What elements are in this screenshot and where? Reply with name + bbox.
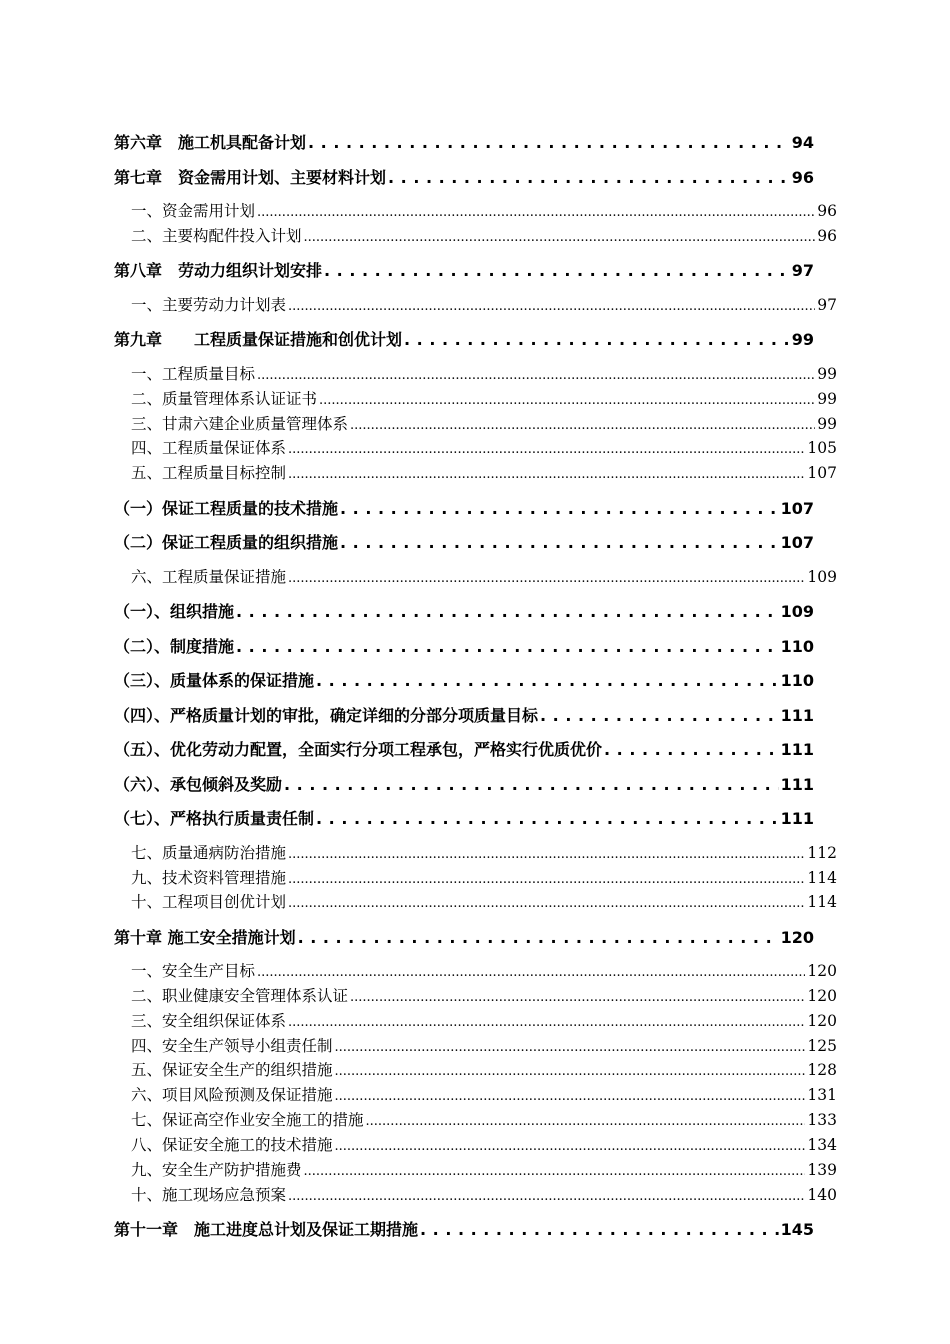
toc-dot-leader [319, 390, 815, 408]
toc-entry-title: （二）、制度措施 [114, 637, 235, 656]
toc-entry-title: 十、施工现场应急预案 [131, 1186, 287, 1204]
toc-entry-section[interactable] [131, 890, 837, 912]
toc-entry-page-number: 139 [807, 1161, 837, 1179]
toc-entry-title: 六、项目风险预测及保证措施 [131, 1086, 333, 1104]
toc-dot-leader [308, 133, 790, 152]
toc-dot-leader [604, 740, 779, 759]
toc-entry-section[interactable] [131, 1183, 837, 1205]
toc-entry-title: （五）、优化劳动力配置，全面实行分项工程承包，严格实行优质优价 [114, 740, 603, 759]
toc-entry-section[interactable] [131, 224, 837, 246]
toc-dot-leader [420, 1220, 779, 1239]
toc-entry-title: （三）、质量体系的保证措施 [114, 671, 315, 690]
toc-entry-chapter[interactable] [114, 925, 814, 948]
toc-entry-section[interactable] [131, 1009, 837, 1031]
toc-dot-leader [335, 1037, 806, 1055]
toc-entry-page-number: 114 [807, 869, 837, 887]
toc-entry-chapter[interactable] [114, 634, 814, 657]
toc-entry-title: 一、资金需用计划 [131, 202, 256, 220]
toc-dot-leader [288, 1012, 805, 1030]
toc-entry-title: （一）、组织措施 [114, 602, 235, 621]
toc-entry-page-number: 99 [791, 330, 814, 349]
toc-entry-chapter[interactable] [114, 530, 814, 553]
toc-entry-page-number: 128 [807, 1061, 837, 1079]
toc-entry-title: 五、保证安全生产的组织措施 [131, 1061, 333, 1079]
toc-entry-page-number: 145 [780, 1220, 814, 1239]
toc-entry-title: （六）、承包倾斜及奖励 [114, 775, 283, 794]
toc-entry-page-number: 97 [817, 296, 837, 314]
toc-dot-leader [298, 928, 779, 947]
toc-entry-page-number: 99 [817, 390, 837, 408]
toc-dot-leader [335, 1061, 806, 1079]
toc-entry-section[interactable] [131, 436, 837, 458]
toc-entry-chapter[interactable] [114, 496, 814, 519]
toc-entry-section[interactable] [131, 841, 837, 863]
toc-entry-title: 三、甘肃六建企业质量管理体系 [131, 415, 349, 433]
toc-entry-chapter[interactable] [114, 1217, 814, 1240]
toc-entry-title: 七、保证高空作业安全施工的措施 [131, 1111, 364, 1129]
toc-entry-title: 十、工程项目创优计划 [131, 893, 287, 911]
toc-entry-page-number: 112 [807, 844, 837, 862]
toc-entry-section[interactable] [131, 565, 837, 587]
toc-dot-leader [257, 365, 815, 383]
toc-entry-page-number: 131 [807, 1086, 837, 1104]
toc-entry-chapter[interactable] [114, 165, 814, 188]
toc-dot-leader [340, 499, 779, 518]
toc-dot-leader [335, 1086, 806, 1104]
toc-entry-title: 第十一章 施工进度总计划及保证工期措施 [114, 1220, 419, 1239]
toc-entry-title: 第八章 劳动力组织计划安排 [114, 261, 323, 280]
toc-dot-leader [236, 637, 779, 656]
toc-entry-title: 三、安全组织保证体系 [131, 1012, 287, 1030]
toc-entry-section[interactable] [131, 461, 837, 483]
toc-entry-page-number: 120 [780, 928, 814, 947]
toc-dot-leader [316, 671, 779, 690]
toc-entry-page-number: 120 [807, 962, 837, 980]
toc-entry-section[interactable] [131, 1133, 837, 1155]
toc-entry-page-number: 107 [807, 464, 837, 482]
toc-entry-title: 四、安全生产领导小组责任制 [131, 1037, 333, 1055]
toc-entry-title: 一、主要劳动力计划表 [131, 296, 287, 314]
toc-entry-section[interactable] [131, 1058, 837, 1080]
toc-entry-section[interactable] [131, 412, 837, 434]
toc-entry-title: 六、工程质量保证措施 [131, 568, 287, 586]
toc-entry-title: 四、工程质量保证体系 [131, 439, 287, 457]
toc-entry-page-number: 120 [807, 987, 837, 1005]
toc-entry-page-number: 107 [780, 499, 814, 518]
toc-dot-leader [288, 869, 805, 887]
toc-entry-title: 二、质量管理体系认证证书 [131, 390, 318, 408]
toc-entry-page-number: 111 [780, 706, 814, 725]
toc-dot-leader [316, 809, 779, 828]
toc-dot-leader [324, 261, 790, 280]
toc-entry-section[interactable] [131, 1034, 837, 1056]
toc-entry-chapter[interactable] [114, 737, 814, 760]
toc-dot-leader [288, 844, 805, 862]
toc-dot-leader [288, 1186, 805, 1204]
toc-dot-leader [540, 706, 779, 725]
toc-entry-title: （七）、严格执行质量责任制 [114, 809, 315, 828]
toc-entry-page-number: 105 [807, 439, 837, 457]
toc-entry-chapter[interactable] [114, 599, 814, 622]
toc-entry-title: 一、工程质量目标 [131, 365, 256, 383]
toc-entry-page-number: 96 [817, 227, 837, 245]
toc-entry-title: （二）保证工程质量的组织措施 [114, 533, 339, 552]
toc-dot-leader [304, 227, 816, 245]
toc-dot-leader [350, 415, 815, 433]
toc-dot-leader [257, 962, 805, 980]
toc-entry-page-number: 114 [807, 893, 837, 911]
toc-entry-title: 二、主要构配件投入计划 [131, 227, 302, 245]
toc-entry-page-number: 110 [780, 671, 814, 690]
toc-entry-page-number: 120 [807, 1012, 837, 1030]
toc-entry-chapter[interactable] [114, 806, 814, 829]
toc-dot-leader [288, 568, 805, 586]
toc-dot-leader [288, 893, 805, 911]
toc-entry-title: 一、安全生产目标 [131, 962, 256, 980]
toc-entry-title: （四）、严格质量计划的审批，确定详细的分部分项质量目标 [114, 706, 539, 725]
toc-entry-chapter[interactable] [114, 258, 814, 281]
toc-entry-page-number: 140 [807, 1186, 837, 1204]
toc-dot-leader [304, 1161, 806, 1179]
toc-entry-title: 九、安全生产防护措施费 [131, 1161, 302, 1179]
toc-dot-leader [388, 168, 790, 187]
toc-entry-section[interactable] [131, 1158, 837, 1180]
toc-entry-chapter[interactable] [114, 327, 814, 350]
toc-entry-page-number: 99 [817, 365, 837, 383]
toc-entry-section[interactable] [131, 362, 837, 384]
toc-entry-title: 第七章 资金需用计划、主要材料计划 [114, 168, 387, 187]
toc-dot-leader [288, 296, 815, 314]
toc-dot-leader [350, 987, 805, 1005]
toc-entry-chapter[interactable] [114, 772, 814, 795]
toc-entry-page-number: 125 [807, 1037, 837, 1055]
toc-entry-title: 八、保证安全施工的技术措施 [131, 1136, 333, 1154]
toc-entry-title: （一）保证工程质量的技术措施 [114, 499, 339, 518]
toc-entry-section[interactable] [131, 866, 837, 888]
toc-dot-leader [288, 439, 805, 457]
toc-entry-chapter[interactable] [114, 703, 814, 726]
toc-entry-section[interactable] [131, 199, 837, 221]
toc-entry-page-number: 107 [780, 533, 814, 552]
toc-entry-page-number: 109 [780, 602, 814, 621]
toc-entry-page-number: 111 [780, 775, 814, 794]
toc-entry-chapter[interactable] [114, 668, 814, 691]
toc-entry-title: 第十章 施工安全措施计划 [114, 928, 296, 947]
toc-dot-leader [288, 464, 805, 482]
toc-entry-section[interactable] [131, 387, 837, 409]
toc-entry-title: 五、工程质量目标控制 [131, 464, 287, 482]
toc-entry-page-number: 109 [807, 568, 837, 586]
toc-entry-section[interactable] [131, 1083, 837, 1105]
toc-entry-title: 第六章 施工机具配备计划 [114, 133, 307, 152]
toc-dot-leader [257, 202, 815, 220]
toc-dot-leader [340, 533, 779, 552]
toc-dot-leader [236, 602, 779, 621]
toc-dot-leader [335, 1136, 806, 1154]
toc-entry-page-number: 111 [780, 740, 814, 759]
toc-entry-section[interactable] [131, 959, 837, 981]
toc-dot-leader [366, 1111, 806, 1129]
toc-dot-leader [404, 330, 790, 349]
toc-dot-leader [284, 775, 779, 794]
toc-entry-page-number: 94 [791, 133, 814, 152]
toc-entry-chapter[interactable] [114, 130, 814, 153]
toc-entry-page-number: 110 [780, 637, 814, 656]
toc-entry-page-number: 96 [791, 168, 814, 187]
toc-entry-title: 七、质量通病防治措施 [131, 844, 287, 862]
toc-entry-page-number: 99 [817, 415, 837, 433]
toc-entry-page-number: 111 [780, 809, 814, 828]
toc-entry-section[interactable] [131, 984, 837, 1006]
toc-entry-page-number: 133 [807, 1111, 837, 1129]
toc-entry-page-number: 97 [791, 261, 814, 280]
toc-entry-section[interactable] [131, 1108, 837, 1130]
toc-entry-title: 二、职业健康安全管理体系认证 [131, 987, 349, 1005]
toc-entry-page-number: 134 [807, 1136, 837, 1154]
toc-entry-section[interactable] [131, 293, 837, 315]
toc-entry-page-number: 96 [817, 202, 837, 220]
toc-entry-title: 第九章 工程质量保证措施和创优计划 [114, 330, 403, 349]
toc-entry-title: 九、技术资料管理措施 [131, 869, 287, 887]
